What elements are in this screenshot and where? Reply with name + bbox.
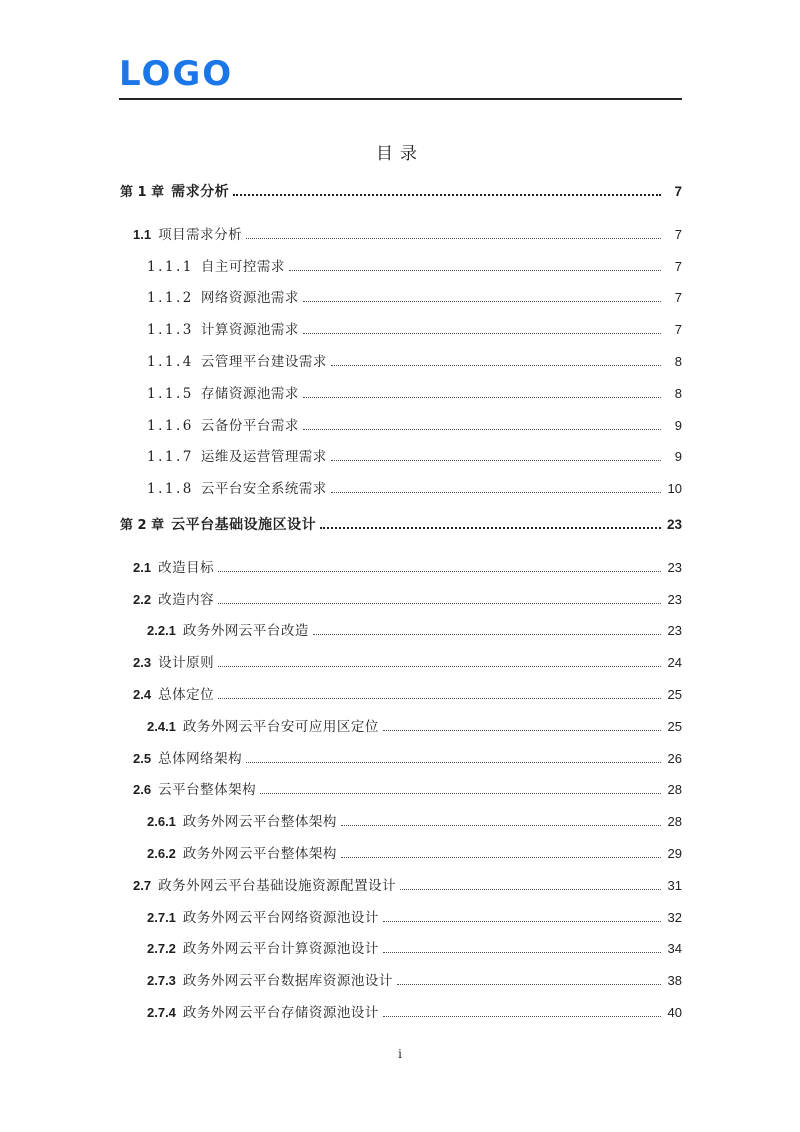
- toc-entry-page: 38: [667, 973, 682, 989]
- toc-leader-dots: [400, 889, 661, 890]
- toc-entry-title: 政务外网云平台安可应用区定位: [182, 718, 379, 735]
- toc-entry-title: 改造内容: [158, 591, 215, 608]
- toc-leader-dots: [246, 238, 661, 239]
- toc-leader-dots: [218, 571, 661, 572]
- toc-entry-number: 2.7: [133, 877, 152, 893]
- toc-entry-number: 2.7.2: [147, 941, 176, 957]
- toc-leader-dots: [341, 825, 661, 826]
- toc-entry[interactable]: [120, 578, 682, 610]
- toc-entry-page: 10: [667, 481, 682, 497]
- toc-leader-dots: [383, 921, 661, 922]
- toc-entry-title: 计算资源池需求: [200, 322, 299, 339]
- toc-entry[interactable]: [120, 641, 682, 673]
- toc-entry-page: 8: [674, 353, 682, 369]
- toc-entry-title: 政务外网云平台数据库资源池设计: [182, 973, 393, 990]
- toc-entry-page: 28: [667, 814, 682, 830]
- toc-entry-number: 1.1.4: [147, 353, 194, 370]
- toc-leader-dots: [303, 429, 661, 430]
- toc-entry-title: 云平台整体架构: [158, 782, 257, 799]
- toc-leader-dots: [313, 634, 661, 635]
- toc-entry-number: 2.5: [133, 750, 152, 766]
- toc-leader-dots: [383, 952, 661, 953]
- toc-entry-title: 云平台基础设施区设计: [171, 516, 317, 533]
- toc-entry-page: 7: [674, 184, 682, 199]
- toc-entry[interactable]: [120, 171, 682, 203]
- toc-leader-dots: [260, 793, 661, 794]
- toc-entry-page: 25: [667, 686, 682, 702]
- toc-entry-page: 28: [667, 782, 682, 798]
- toc-entry-number: 第 2 章: [120, 517, 165, 533]
- toc-entry-page: 8: [674, 385, 682, 401]
- toc-entry-number: 2.3: [133, 655, 152, 671]
- toc-entry-number: 2.2: [133, 591, 152, 607]
- toc-entry[interactable]: [120, 404, 682, 436]
- toc-entry[interactable]: [120, 864, 682, 896]
- toc-entry-title: 总体网络架构: [158, 750, 243, 767]
- toc-entry-number: 2.1: [133, 559, 152, 575]
- toc-entry-number: 1.1.3: [147, 322, 194, 339]
- toc-entry-number: 1.1.5: [147, 385, 194, 402]
- toc-entry-title: 政务外网云平台存储资源池设计: [182, 1004, 379, 1021]
- toc-entry-number: 第 1 章: [120, 185, 165, 200]
- toc-entry-number: 1.1.1: [147, 258, 194, 275]
- toc-entry-page: 23: [667, 623, 682, 639]
- toc-entry-page: 7: [674, 226, 682, 242]
- toc-entry-page: 26: [667, 750, 682, 766]
- toc-leader-dots: [303, 333, 661, 334]
- toc-entry-number: 1.1.2: [147, 290, 194, 307]
- toc-entry[interactable]: [120, 245, 682, 277]
- toc-entry-title: 运维及运营管理需求: [200, 449, 327, 466]
- toc-entry-title: 需求分析: [171, 184, 230, 200]
- toc-entry-page: 7: [674, 258, 682, 274]
- toc-leader-dots: [303, 397, 661, 398]
- toc-leader-dots: [303, 301, 661, 302]
- toc-entry-number: 2.4: [133, 686, 152, 702]
- toc-leader-dots: [331, 365, 661, 366]
- toc-leader-dots: [397, 984, 661, 985]
- toc-leader-dots: [218, 666, 661, 667]
- logo: LOGO: [119, 54, 234, 94]
- page-number: i: [398, 1046, 402, 1061]
- toc-entry-number: 2.6.1: [147, 814, 176, 830]
- table-of-contents: [120, 166, 682, 1023]
- toc-leader-dots: [383, 730, 661, 731]
- toc-entry-number: 1.1.7: [147, 449, 194, 466]
- toc-entry-page: 23: [666, 516, 682, 532]
- toc-entry-page: 34: [667, 941, 682, 957]
- toc-entry-page: 23: [667, 591, 682, 607]
- toc-entry-title: 政务外网云平台基础设施资源配置设计: [158, 877, 397, 894]
- toc-entry-page: 31: [667, 877, 682, 893]
- toc-entry[interactable]: [120, 737, 682, 769]
- toc-entry-title: 改造目标: [158, 559, 215, 576]
- toc-entry[interactable]: [120, 800, 682, 832]
- toc-entry-number: 2.7.1: [147, 909, 176, 925]
- toc-entry-title: 云管理平台建设需求: [200, 353, 327, 370]
- toc-entry-title: 政务外网云平台整体架构: [182, 845, 337, 862]
- header-rule-divider: [119, 98, 682, 100]
- toc-leader-dots: [341, 857, 661, 858]
- toc-entry[interactable]: [120, 308, 682, 340]
- toc-entry-title: 云备份平台需求: [200, 417, 299, 434]
- page-title: 目录: [376, 144, 424, 164]
- toc-entry[interactable]: [120, 927, 682, 959]
- toc-entry-title: 政务外网云平台网络资源池设计: [182, 909, 379, 926]
- toc-entry-title: 设计原则: [158, 655, 215, 672]
- toc-entry-page: 9: [674, 417, 682, 433]
- toc-entry-title: 总体定位: [158, 686, 215, 703]
- toc-entry-title: 存储资源池需求: [200, 385, 299, 402]
- toc-entry-number: 1.1.8: [147, 481, 194, 498]
- toc-entry-title: 云平台安全系统需求: [200, 481, 327, 498]
- toc-entry-number: 2.4.1: [147, 718, 176, 734]
- toc-leader-dots: [218, 698, 661, 699]
- toc-entry-title: 自主可控需求: [200, 258, 285, 275]
- toc-leader-dots: [331, 460, 661, 461]
- toc-entry-page: 7: [674, 290, 682, 306]
- toc-entry[interactable]: [120, 991, 682, 1023]
- toc-leader-dots: [383, 1016, 661, 1017]
- toc-leader-dots: [218, 603, 661, 604]
- toc-entry-page: 24: [667, 655, 682, 671]
- toc-entry[interactable]: [120, 673, 682, 705]
- toc-entry-title: 政务外网云平台改造: [182, 623, 309, 640]
- toc-entry-page: 25: [667, 718, 682, 734]
- toc-entry-title: 网络资源池需求: [200, 290, 299, 307]
- toc-entry[interactable]: [120, 213, 682, 245]
- toc-leader-dots: [289, 270, 661, 271]
- toc-entry[interactable]: [120, 705, 682, 737]
- toc-leader-dots: [320, 527, 661, 529]
- toc-leader-dots: [331, 492, 661, 493]
- toc-entry[interactable]: [120, 504, 682, 536]
- toc-leader-dots: [233, 194, 661, 196]
- toc-entry-number: 2.7.3: [147, 973, 176, 989]
- toc-entry[interactable]: [120, 467, 682, 499]
- toc-entry-number: 2.6: [133, 782, 152, 798]
- toc-entry[interactable]: [120, 546, 682, 578]
- toc-entry-page: 40: [667, 1004, 682, 1020]
- toc-entry-number: 1.1.6: [147, 417, 194, 434]
- toc-entry[interactable]: [120, 276, 682, 308]
- toc-entry-page: 7: [674, 322, 682, 338]
- toc-entry-page: 32: [667, 909, 682, 925]
- toc-entry[interactable]: [120, 372, 682, 404]
- toc-entry[interactable]: [120, 768, 682, 800]
- toc-entry[interactable]: [120, 959, 682, 991]
- toc-entry-title: 政务外网云平台计算资源池设计: [182, 941, 379, 958]
- toc-entry[interactable]: [120, 832, 682, 864]
- toc-entry-number: 2.7.4: [147, 1004, 176, 1020]
- toc-entry-number: 1.1: [133, 226, 152, 242]
- toc-entry-number: 2.6.2: [147, 845, 176, 861]
- toc-entry[interactable]: [120, 340, 682, 372]
- toc-entry-page: 23: [667, 559, 682, 575]
- toc-entry[interactable]: [120, 896, 682, 928]
- toc-entry-page: 9: [674, 449, 682, 465]
- toc-entry[interactable]: [120, 435, 682, 467]
- toc-entry-number: 2.2.1: [147, 623, 176, 639]
- toc-entry-page: 29: [667, 845, 682, 861]
- toc-leader-dots: [246, 762, 661, 763]
- toc-entry-title: 政务外网云平台整体架构: [182, 814, 337, 831]
- toc-entry[interactable]: [120, 609, 682, 641]
- toc-entry-title: 项目需求分析: [158, 226, 243, 243]
